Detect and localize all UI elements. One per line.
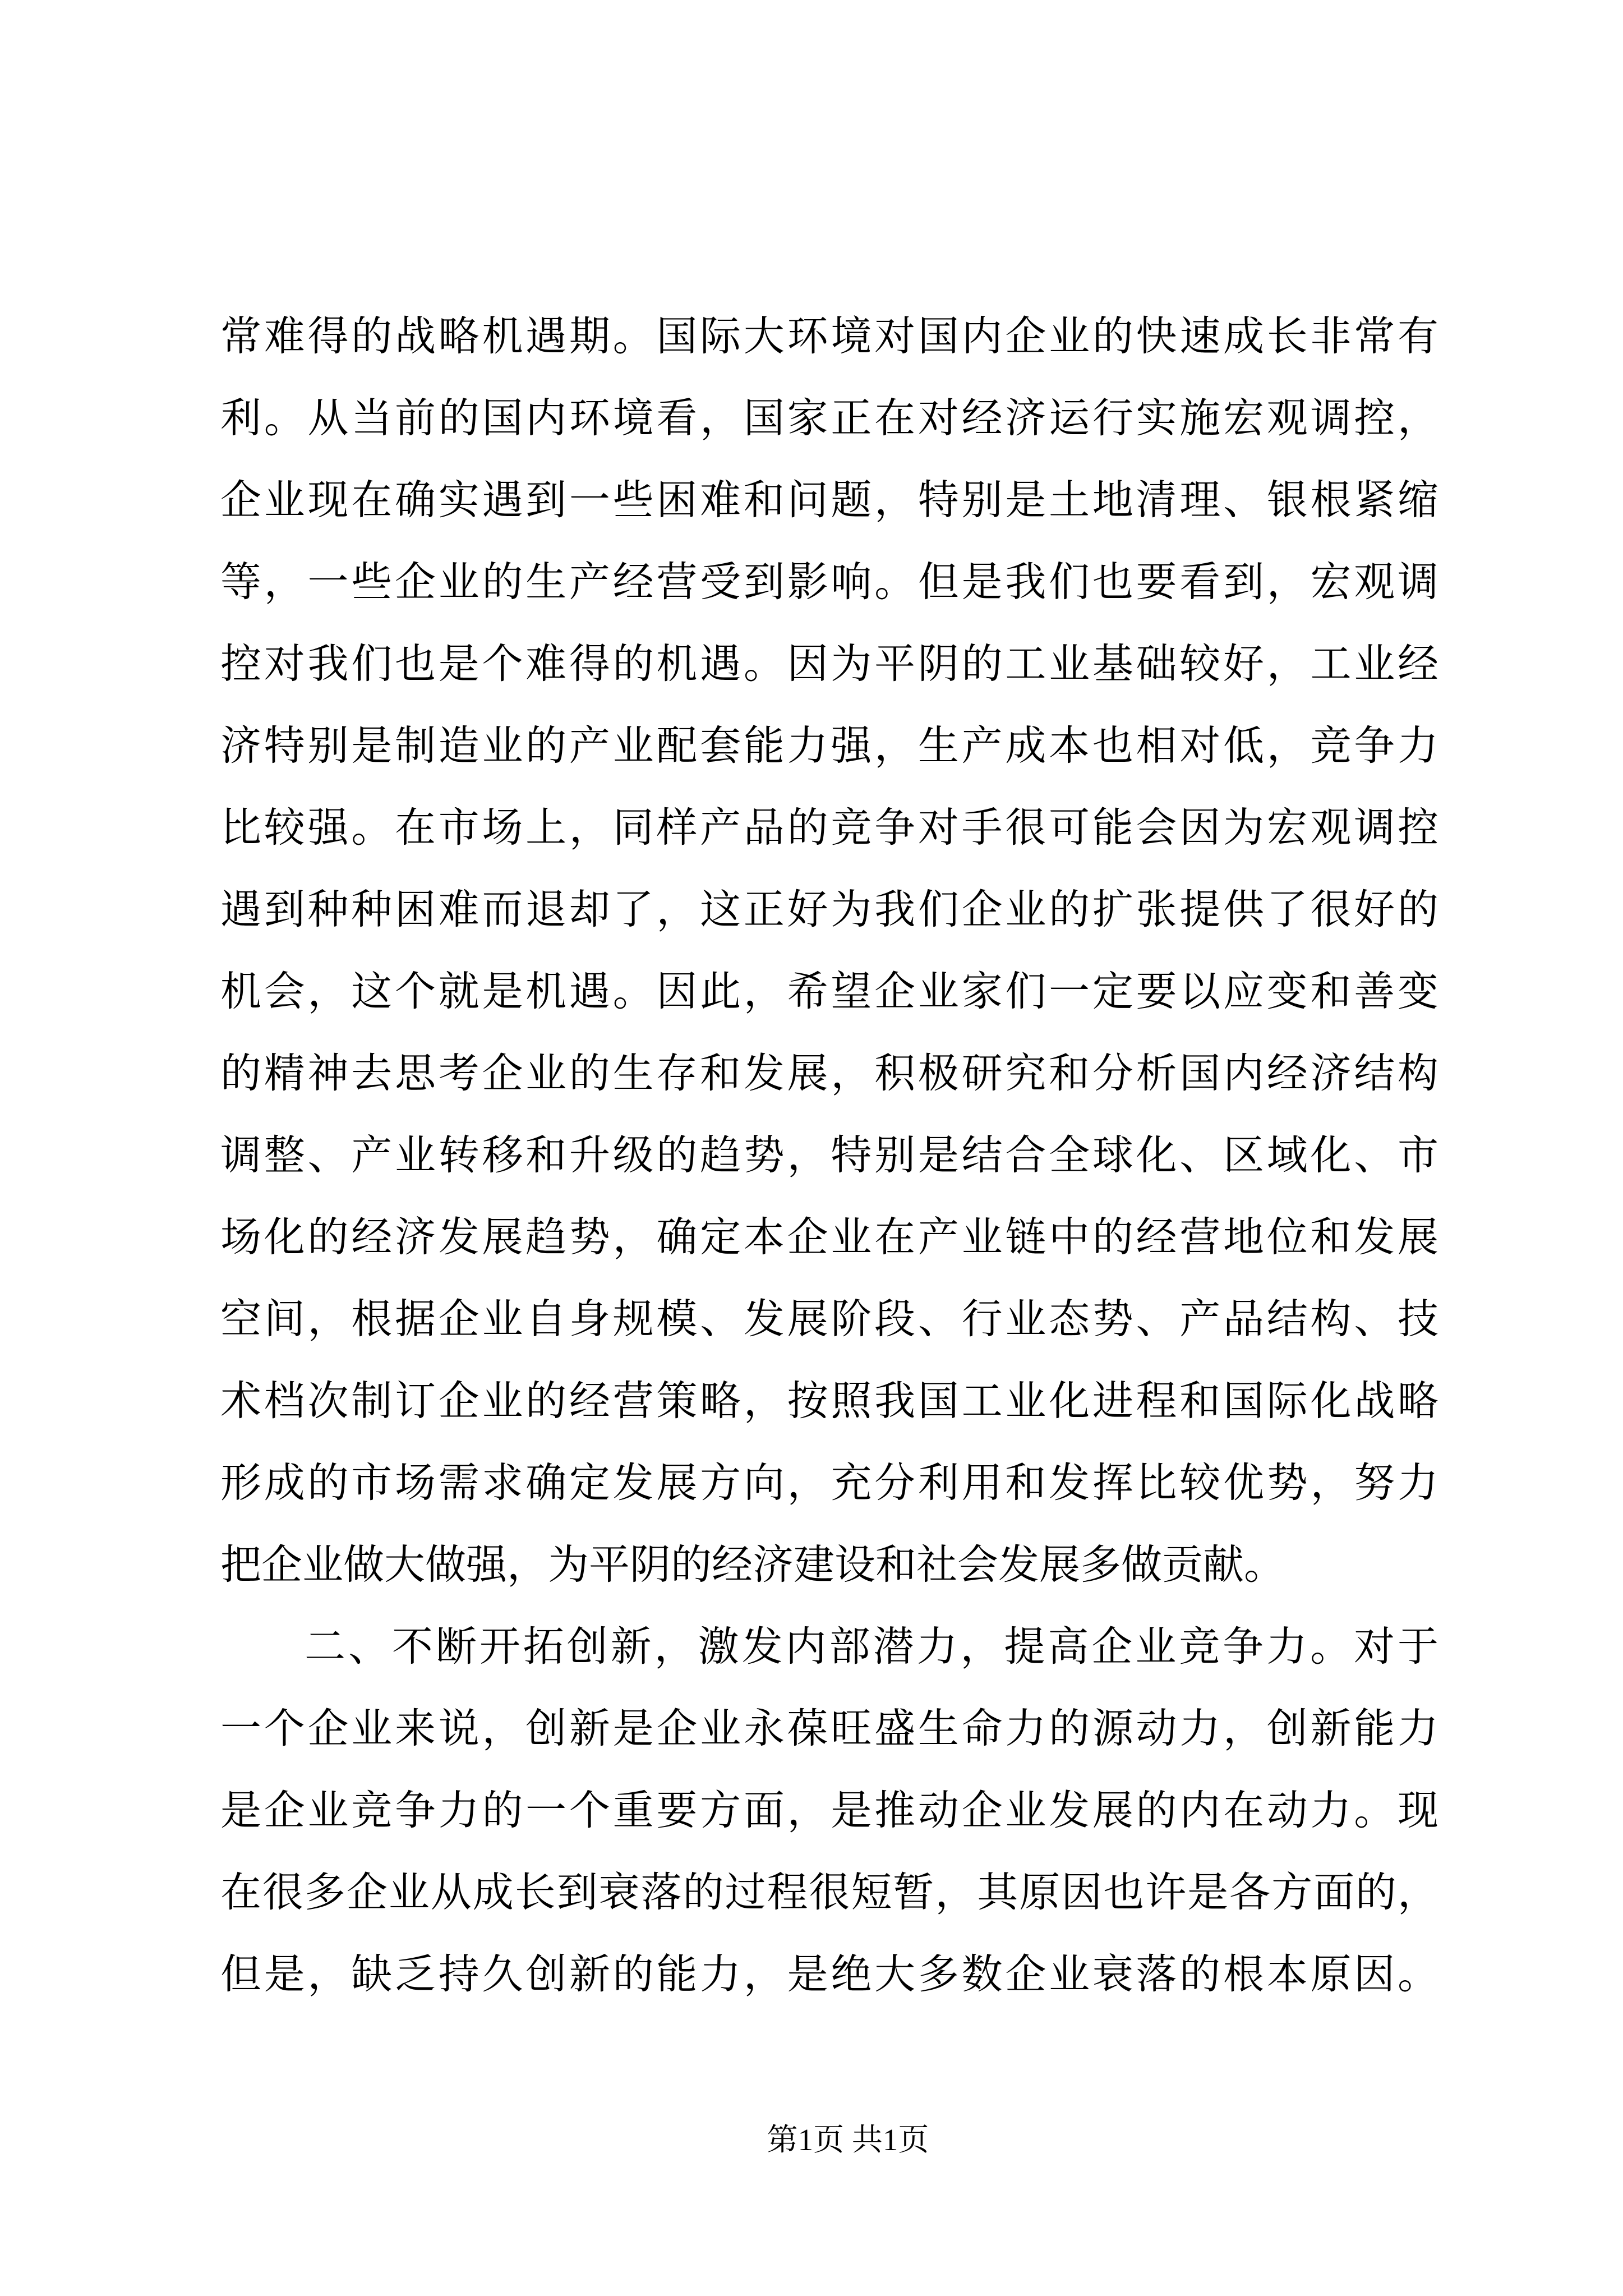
page-body: [220, 296, 1438, 2016]
text-line: 一个企业来说，创新是企业永葆旺盛生命力的源动力，创新能力: [220, 1706, 1438, 1751]
text-line: 比较强。在市场上，同样产品的竞争对手很可能会因为宏观调控: [220, 805, 1438, 850]
text-line: 企业现在确实遇到一些困难和问题，特别是土地清理、银根紧缩: [220, 477, 1438, 523]
text-line: 是企业竞争力的一个重要方面，是推动企业发展的内在动力。现: [220, 1788, 1438, 1833]
text-line: 等，一些企业的生产经营受到影响。但是我们也要看到，宏观调: [220, 559, 1438, 605]
text-line: 在很多企业从成长到衰落的过程很短暂，其原因也许是各方面的，: [220, 1870, 1438, 1915]
text-line: 二、不断开拓创新，激发内部潜力，提高企业竞争力。对于: [305, 1624, 1438, 1669]
text-line: 济特别是制造业的产业配套能力强，生产成本也相对低，竞争力: [220, 723, 1438, 769]
text-line: 控对我们也是个难得的机遇。因为平阴的工业基础较好，工业经: [220, 641, 1438, 687]
text-line: 常难得的战略机遇期。国际大环境对国内企业的快速成长非常有: [220, 314, 1438, 359]
text-line: 形成的市场需求确定发展方向，充分利用和发挥比较优势，努力: [220, 1460, 1438, 1506]
text-line: 调整、产业转移和升级的趋势，特别是结合全球化、区域化、市: [220, 1133, 1438, 1178]
text-line: 术档次制订企业的经营策略，按照我国工业化进程和国际化战略: [220, 1378, 1438, 1424]
text-line: 把企业做大做强，为平阴的经济建设和社会发展多做贡献。: [220, 1542, 1285, 1588]
text-line: 利。从当前的国内环境看，国家正在对经济运行实施宏观调控，: [220, 395, 1438, 441]
text-line: 场化的经济发展趋势，确定本企业在产业链中的经营地位和发展: [220, 1214, 1438, 1260]
page-number-footer: 第1页 共1页: [767, 2123, 929, 2157]
text-line: 但是，缺乏持久创新的能力，是绝大多数企业衰落的根本原因。: [220, 1952, 1438, 1997]
text-line: 空间，根据企业自身规模、发展阶段、行业态势、产品结构、技: [220, 1296, 1438, 1342]
text-line: 的精神去思考企业的生存和发展，积极研究和分析国内经济结构: [220, 1051, 1438, 1096]
text-line: 遇到种种困难而退却了，这正好为我们企业的扩张提供了很好的: [220, 887, 1438, 932]
text-line: 机会，这个就是机遇。因此，希望企业家们一定要以应变和善变: [220, 969, 1438, 1014]
